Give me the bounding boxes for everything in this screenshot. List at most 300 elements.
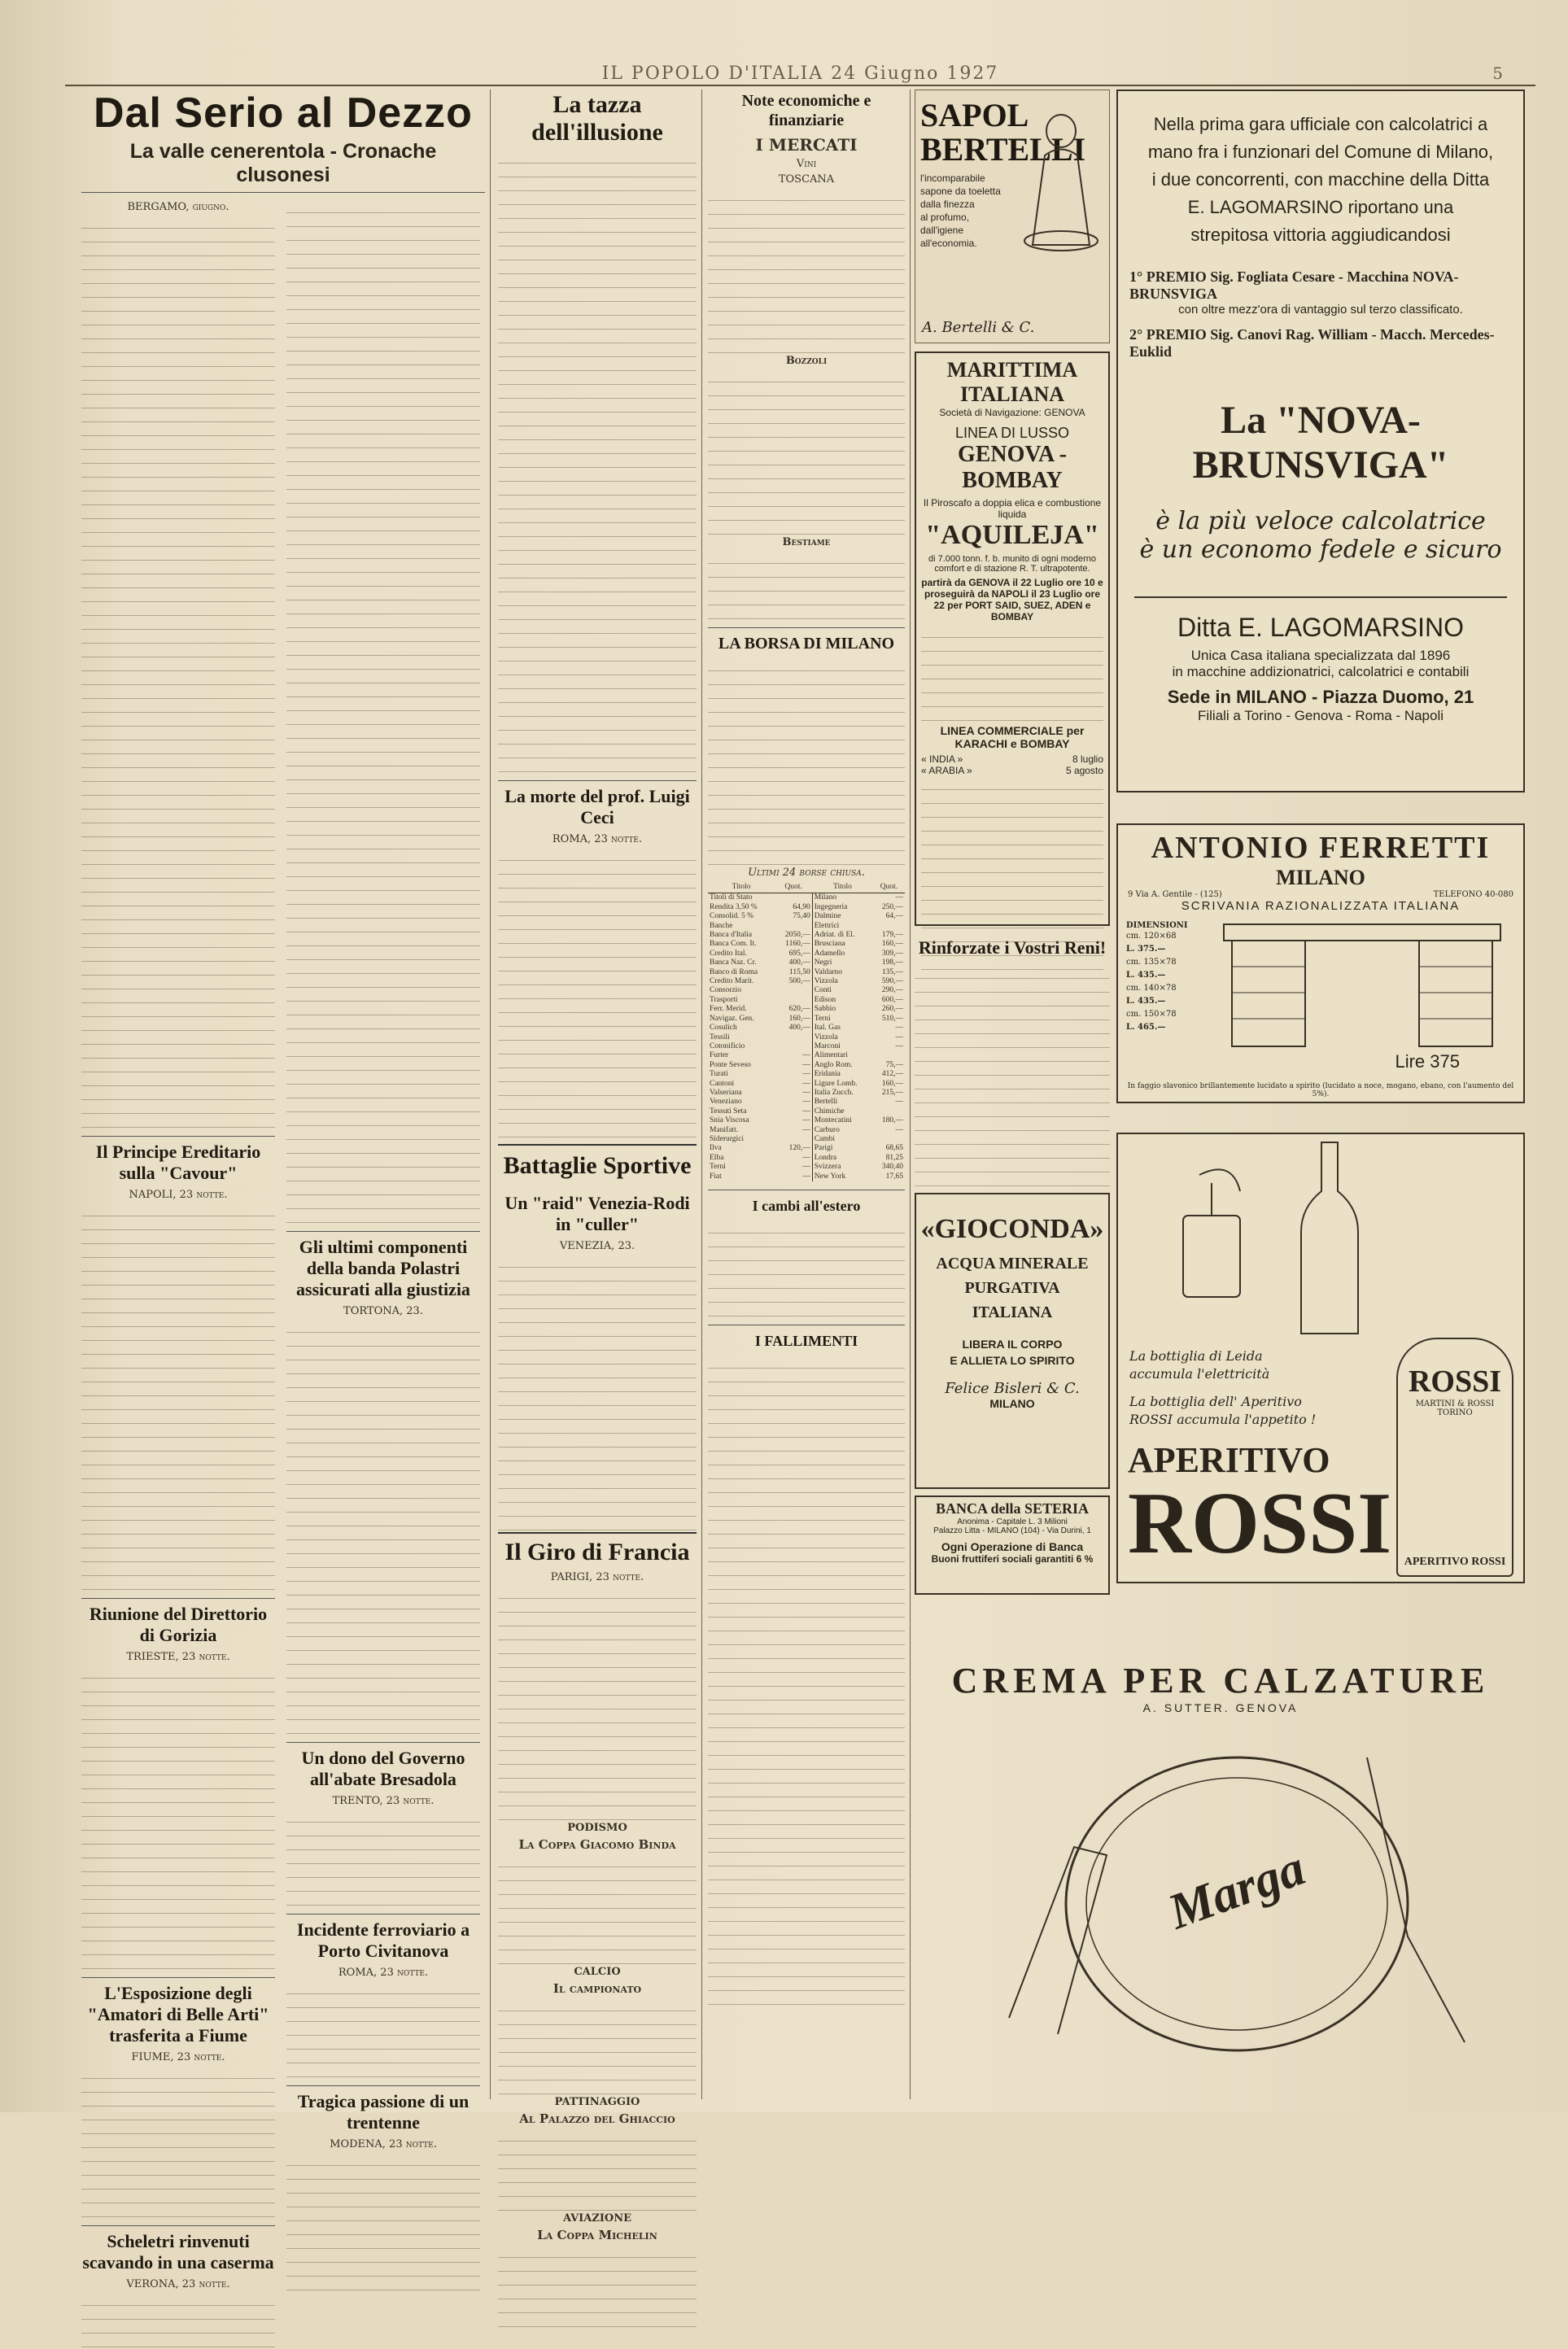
table-row: [708, 940, 905, 949]
ad-line-2: accumula l'elettricità: [1129, 1366, 1270, 1382]
ad-prize-1b: con oltre mezz'ora di vantaggio sul terzo classificato.: [1178, 303, 1463, 317]
ad-body: [921, 626, 1103, 721]
table-cell: 600,—: [881, 995, 903, 1004]
dateline: MODENA, 23 notte.: [330, 2138, 437, 2150]
table-cell: Svizzera: [814, 1163, 841, 1172]
table-cell: 64,90: [775, 903, 812, 912]
table-cell: Credito Ital.: [710, 949, 747, 958]
table-cell: [775, 986, 812, 995]
table-cell: 75,—: [885, 1060, 903, 1069]
ad-lines: [916, 1251, 1108, 1325]
table-cell: Marconi: [814, 1041, 841, 1050]
table-cell: [775, 1135, 812, 1144]
table-cell: 510,—: [881, 1014, 903, 1023]
ad-word-1: APERITIVO: [1128, 1440, 1330, 1480]
dimension-price: L. 435.—: [1126, 971, 1166, 980]
ad-copy: [1129, 1347, 1374, 1429]
ad-sapol-bertelli: [915, 90, 1110, 343]
table-cell: Valseriana: [710, 1088, 742, 1097]
table-cell: 135,—: [881, 967, 903, 976]
article-body: [708, 552, 905, 619]
table-cell: 160,—: [881, 940, 903, 949]
table-cell: Valdarno: [814, 967, 842, 976]
table-row: [708, 1116, 905, 1125]
table-cell: Banca d'Italia: [710, 931, 753, 940]
ad-line: ITALIANA: [972, 1303, 1053, 1321]
table-cell: Edison: [814, 995, 836, 1004]
subhead-raid: Un "raid" Venezia-Rodi in "culler": [504, 1193, 690, 1234]
ad-title: CREMA PER CALZATURE: [951, 1661, 1490, 1701]
table-cell: Carburo: [814, 1125, 840, 1134]
ad-dims-title: DIMENSIONI: [1126, 921, 1188, 930]
dateline: VERONA, 23 notte.: [126, 2278, 230, 2290]
table-cell: 590,—: [881, 977, 903, 986]
ad-route: GENOVA - BOMBAY: [957, 442, 1068, 493]
table-cell: [775, 893, 812, 903]
section-calcio: CALCIO: [574, 1966, 621, 1978]
bottle-label: ROSSI: [1408, 1364, 1502, 1399]
section-vini: Vini: [796, 158, 817, 170]
dimension-row: [1126, 1008, 1208, 1034]
table-cell: Snia Viscosa: [710, 1116, 749, 1125]
table-cell: Ital. Gas: [814, 1024, 841, 1033]
ad-line: PURGATIVA: [964, 1279, 1060, 1297]
table-header-cell: Titolo: [812, 882, 873, 893]
section-mercati: I MERCATI: [755, 135, 858, 155]
ad-prize-2: 2° PREMIO Sig. Canovi Rag. William - Macch. Mercedes-Euklid: [1129, 326, 1495, 360]
article-body: [915, 967, 1110, 1186]
column-rule: [910, 90, 911, 2099]
article-body: [498, 1255, 697, 1530]
article-body: [498, 849, 697, 1137]
article-body: [81, 2067, 275, 2217]
table-cell: 309,—: [881, 949, 903, 958]
table-cell: [873, 1135, 905, 1144]
table-row: [708, 977, 905, 986]
dateline: PARIGI, 23 notte.: [550, 1571, 644, 1583]
ad-ops: Ogni Operazione di Banca: [941, 1540, 1084, 1553]
bottle-sub: MARTINI & ROSSI: [1415, 1399, 1495, 1408]
ad-ferretti: [1116, 823, 1525, 1103]
article-body: [708, 659, 905, 865]
table-header-cell: Quot.: [873, 882, 905, 893]
ad-lagomarsino: [1116, 90, 1525, 792]
table-cell: Credito Marit.: [710, 977, 754, 986]
ad-line-1: La bottiglia di Leida: [1129, 1348, 1263, 1364]
table-cell: Tessuti Seta: [710, 1107, 747, 1116]
ad-marga: [911, 1660, 1530, 2067]
ad-dates: partirà da GENOVA il 22 Luglio ore 10 e proseguirà da NAPOLI il 23 Luglio ore 22 per PORT SAID, SUEZ, ADEN e BOMBAY: [921, 577, 1103, 622]
dateline: TRENTO, 23 notte.: [332, 1795, 435, 1807]
table-cell: Ponte Seveso: [710, 1060, 751, 1069]
table-row: [708, 1107, 905, 1116]
ad-dims-list: [1126, 930, 1208, 1034]
ad-line: ACQUA MINERALE: [936, 1255, 1089, 1273]
table-row: [708, 922, 905, 931]
headline-cambi: I cambi all'estero: [708, 1190, 905, 1216]
table-cell: 620,—: [775, 1005, 812, 1014]
dimension-row: [1126, 930, 1208, 956]
table-cell: —: [775, 1154, 812, 1163]
ship-name: « ARABIA »: [921, 765, 972, 776]
article-body: [708, 370, 905, 535]
section-podismo: PODISMO: [567, 1822, 627, 1834]
ad-line: LINEA DI LUSSO: [954, 425, 1070, 441]
borsa-caption: Ultimi 24 borse chiusa.: [748, 867, 865, 879]
table-row: [708, 1051, 905, 1060]
ad-footer: In faggio slavonico brillantemente lucidato a spirito (lucidato a noce, mogano, ebano, con l'aumento del 5%).: [1127, 1082, 1514, 1098]
ad-title: BANCA della SETERIA: [935, 1500, 1090, 1517]
article-body: [81, 1204, 275, 1590]
table-cell: Banche: [710, 921, 733, 930]
table-row: [708, 1126, 905, 1135]
subhead-coppa-michelin: La Coppa Michelin: [537, 2228, 657, 2242]
table-cell: Eridania: [814, 1070, 841, 1079]
article-body: [708, 189, 905, 353]
table-cell: Banco di Roma: [710, 967, 758, 976]
table-row: [708, 903, 905, 912]
ad-ships: [921, 753, 1103, 776]
ad-tagline: SCRIVANIA RAZIONALIZZATA ITALIANA: [1181, 899, 1461, 913]
table-header-row: [708, 882, 905, 893]
dimension-row: [1126, 982, 1208, 1008]
ad-d3: Sede in MILANO - Piazza Duomo, 21: [1167, 687, 1474, 707]
table-cell: —: [775, 1089, 812, 1098]
table-cell: Consorzio: [710, 986, 742, 995]
ad-dims: [1126, 921, 1208, 1034]
article-body: [498, 1855, 697, 1964]
table-cell: Londra: [814, 1153, 837, 1162]
table-cell: 340,40: [881, 1163, 903, 1172]
ad-slogan: [916, 1336, 1108, 1369]
article-body: [498, 2129, 697, 2211]
table-row: [708, 950, 905, 958]
ship-date: 8 luglio: [1072, 753, 1103, 765]
table-cell: Fiat: [710, 1172, 722, 1181]
ad-rossi: [1116, 1133, 1525, 1583]
table-row: [708, 1163, 905, 1172]
table-cell: —: [775, 1061, 812, 1070]
table-cell: —: [895, 1098, 903, 1107]
table-cell: Banca Naz. Cr.: [710, 958, 757, 967]
table-cell: Siderurgici: [710, 1134, 745, 1143]
article-body: [708, 1356, 905, 2005]
table-row: [708, 1033, 905, 1042]
table-cell: Veneziano: [710, 1098, 742, 1107]
table-cell: Trasporti: [710, 995, 738, 1004]
table-cell: —: [775, 1163, 812, 1172]
column-finance: [708, 90, 905, 2099]
col1-right: [286, 199, 480, 2349]
dimension-size: cm. 140×78: [1126, 984, 1177, 993]
table-cell: Brusciana: [814, 940, 845, 949]
ad-word-2: ROSSI: [1128, 1475, 1392, 1572]
leyden-jar-illustration: [1167, 1167, 1256, 1305]
table-cell: Negri: [814, 958, 832, 967]
ad-phone: TELEFONO 40-080: [1433, 890, 1513, 899]
table-cell: Terni: [814, 1014, 831, 1023]
table-cell: Ilva: [710, 1144, 722, 1153]
table-cell: Sabbio: [814, 1005, 836, 1014]
table-cell: 215,—: [881, 1088, 903, 1097]
dateline: TORTONA, 23.: [343, 1305, 423, 1317]
page-number: 5: [1492, 63, 1503, 83]
table-cell: Cantoni: [710, 1079, 735, 1088]
table-row: [708, 1089, 905, 1098]
table-row: [708, 1135, 905, 1144]
rossi-bottle: [1396, 1338, 1513, 1577]
headline-morte-ceci: La morte del prof. Luigi Ceci: [498, 780, 697, 828]
table-cell: 400,—: [775, 1024, 812, 1033]
table-cell: 68,65: [885, 1144, 903, 1153]
dateline: NAPOLI, 23 notte.: [129, 1189, 228, 1201]
table-row: [708, 1172, 905, 1181]
ad-line: dall'igiene: [920, 225, 963, 236]
ad-brand: Marga: [1161, 1840, 1312, 1941]
article-body: [286, 1321, 480, 1734]
masthead: [65, 63, 1535, 86]
dimension-row: [1126, 956, 1208, 982]
dimension-size: cm. 120×68: [1126, 932, 1177, 941]
article-body: [286, 1810, 480, 1906]
table-row: [708, 1144, 905, 1153]
ship-row: [921, 753, 1103, 765]
ad-detail: di 7.000 tonn. f. b. munito di ogni moderno comfort e di stazione R. T. ultrapotente.: [928, 554, 1097, 574]
article-body: [286, 2154, 480, 2290]
ad-bonds: Buoni fruttiferi sociali garantiti 6 %: [931, 1553, 1094, 1565]
table-cell: 179,—: [881, 931, 903, 940]
ad-line: al profumo,: [920, 212, 970, 223]
table-cell: Ingegneria: [814, 902, 848, 911]
headline-note-economiche: Note economiche e finanziarie: [741, 92, 871, 129]
table-cell: —: [775, 1107, 812, 1116]
table-row: [708, 1070, 905, 1079]
headline-bresadola: Un dono del Governo all'abate Bresadola: [286, 1742, 480, 1790]
table-row: [708, 996, 905, 1005]
table-cell: [775, 1033, 812, 1042]
table-cell: New York: [814, 1172, 846, 1181]
ad-subtitle: Società di Navigazione: GENOVA: [939, 407, 1085, 418]
headline-tazza: La tazza dell'illusione: [531, 91, 663, 146]
ad-ship-name: "AQUILEJA": [925, 520, 1099, 550]
table-cell: —: [895, 1041, 903, 1050]
article-body: [708, 1221, 905, 1316]
table-cell: [873, 1051, 905, 1060]
woman-figure-illustration: [1016, 107, 1106, 253]
table-row: [708, 1080, 905, 1089]
ad-body: [921, 778, 1103, 970]
subhead-palazzo-ghiaccio: Al Palazzo del Ghiaccio: [519, 2111, 675, 2126]
table-cell: 400,—: [775, 958, 812, 967]
table-cell: Ligure Lomb.: [814, 1079, 858, 1088]
table-cell: Milano: [814, 893, 837, 902]
table-cell: Elba: [710, 1153, 724, 1162]
table-cell: Vizzola: [814, 1033, 838, 1041]
table-cell: Vizzola: [814, 977, 838, 986]
table-cell: —: [775, 1051, 812, 1060]
table-cell: Adriat. di El.: [814, 931, 855, 940]
table-cell: 17,65: [885, 1172, 903, 1181]
ad-ship-prefix: Il Piroscafo a doppia elica e combustione liquida: [923, 497, 1102, 520]
article-body: [498, 151, 697, 772]
table-cell: Cosulich: [710, 1024, 737, 1033]
table-row: [708, 1015, 905, 1024]
column-1: [81, 90, 485, 2290]
ship-date: 5 agosto: [1065, 765, 1103, 776]
table-row: [708, 912, 905, 921]
table-cell: Tessili: [710, 1033, 730, 1041]
borsa-table: [708, 882, 905, 1181]
table-cell: 120,—: [775, 1144, 812, 1153]
table-cell: Italia Zucch.: [814, 1088, 854, 1097]
dateline: BERGAMO, giugno.: [127, 201, 229, 213]
table-cell: —: [775, 1080, 812, 1089]
dimension-price: L. 435.—: [1126, 997, 1166, 1006]
table-cell: Turati: [710, 1070, 728, 1079]
article-body: [81, 216, 275, 1128]
column-2: [498, 90, 697, 2242]
table-cell: 695,—: [775, 950, 812, 958]
article-body: [498, 1999, 697, 2094]
ad-ditta: Ditta E. LAGOMARSINO: [1177, 613, 1465, 642]
headline-banda-polastri: Gli ultimi componenti della banda Polastri assicurati alla giustizia: [286, 1231, 480, 1300]
ad-brand: SAPOL BERTELLI: [920, 97, 1086, 168]
ad-title: MARITTIMA ITALIANA: [946, 358, 1078, 406]
table-cell: —: [775, 1098, 812, 1107]
dimension-size: cm. 150×78: [1126, 1010, 1177, 1019]
ad-line-3: La bottiglia dell' Aperitivo: [1129, 1394, 1302, 1409]
ad-d4: Filiali a Torino - Genova - Roma - Napoli: [1197, 708, 1444, 723]
table-cell: 64,—: [885, 912, 903, 921]
table-row: [708, 958, 905, 967]
table-cell: —: [775, 1126, 812, 1135]
ship-name: « INDIA »: [921, 753, 963, 765]
ad-line-4: ROSSI accumula l'appetito !: [1129, 1412, 1317, 1427]
ad-brand: ANTONIO FERRETTI: [1151, 831, 1491, 865]
table-cell: Dalmine: [814, 912, 841, 921]
desk-illustration: [1216, 916, 1509, 1054]
ad-banca-seteria: [915, 1495, 1110, 1595]
headline-esposizione: L'Esposizione degli "Amatori di Belle Arti" trasferita a Fiume: [81, 1977, 275, 2046]
table-cell: Parigi: [814, 1144, 833, 1153]
table-cell: 290,—: [881, 986, 903, 995]
table-row: [708, 1061, 905, 1070]
table-cell: [775, 1042, 812, 1051]
article-body: [498, 1587, 697, 1820]
table-body: [708, 893, 905, 1181]
headline-reni: Rinforzate i Vostri Reni!: [918, 937, 1107, 958]
subhead-campionato: Il campionato: [553, 1981, 642, 1996]
ad-marittima: [915, 351, 1110, 926]
ad-ditta-block: [1134, 596, 1507, 724]
table-cell: [775, 922, 812, 931]
table-cell: Chimiche: [814, 1107, 845, 1116]
headline-borsa: LA BORSA DI MILANO: [708, 627, 905, 654]
ad-brand: «GIOCONDA»: [920, 1214, 1104, 1244]
table-row: [708, 893, 905, 903]
table-cell: 160,—: [881, 1079, 903, 1088]
table-cell: 115,50: [775, 968, 812, 977]
ad-city: MILANO: [1276, 866, 1365, 889]
ad-price: Lire 375: [1395, 1051, 1460, 1072]
table-cell: Anglo Rom.: [814, 1060, 853, 1069]
article-body: [286, 1982, 480, 2077]
table-cell: Bertelli: [814, 1098, 838, 1107]
table-cell: —: [775, 1070, 812, 1079]
ad-contact: [1118, 890, 1523, 899]
ad-subtitle: A. SUTTER. GENOVA: [1142, 1701, 1299, 1714]
dateline: ROMA, 23 notte.: [338, 1967, 429, 1979]
table-row: [708, 931, 905, 940]
ad-slogan-line: LIBERA IL CORPO: [962, 1338, 1063, 1351]
table-cell: 2050,—: [775, 931, 812, 940]
ad-slogan-2: è un economo fedele e sicuro: [1139, 535, 1502, 564]
column-rule: [701, 90, 702, 2099]
headline-tragica: Tragica passione di un trentenne: [286, 2085, 480, 2133]
ad-prize-1: 1° PREMIO Sig. Fogliata Cesare - Macchina NOVA-BRUNSVIGA: [1129, 269, 1459, 302]
bottle-city: TORINO: [1437, 1408, 1473, 1417]
ad-signature: Felice Bisleri & C.: [945, 1380, 1080, 1397]
ad-d1: Unica Casa italiana specializzata dal 1896: [1190, 648, 1451, 663]
table-cell: Adamello: [814, 949, 845, 958]
headline-battaglie-sportive: Battaglie Sportive: [498, 1144, 697, 1180]
dimension-price: L. 375.—: [1126, 945, 1166, 954]
table-cell: —: [895, 893, 903, 902]
masthead-title: IL POPOLO D'ITALIA 24 Giugno 1927: [601, 63, 999, 84]
table-row: [708, 986, 905, 995]
table-cell: [775, 996, 812, 1005]
table-cell: Elettrici: [814, 921, 840, 930]
table-cell: 75,40: [775, 912, 812, 921]
col1-left: [81, 199, 275, 2349]
table-cell: —: [895, 1125, 903, 1134]
table-cell: Cotonificio: [710, 1041, 745, 1050]
table-cell: Banca Com. It.: [710, 940, 757, 949]
dimension-size: cm. 135×78: [1126, 958, 1177, 967]
ad-line: dalla finezza: [920, 199, 975, 210]
ad-address: 9 Via A. Gentile - (125): [1128, 890, 1222, 899]
table-cell: Conti: [814, 986, 832, 995]
table-row: [708, 968, 905, 977]
headline-scheletri: Scheletri rinvenuti scavando in una caserma: [81, 2225, 275, 2273]
column-rule: [490, 90, 491, 2099]
ad-d2: in macchine addizionatrici, calcolatrici e contabili: [1172, 664, 1470, 679]
bottle-illustration: [1297, 1142, 1362, 1338]
table-cell: 250,—: [881, 902, 903, 911]
headline-fallimenti: I FALLIMENTI: [708, 1325, 905, 1351]
section-aviazione: AVIAZIONE: [562, 2212, 632, 2225]
table-cell: 160,—: [775, 1015, 812, 1024]
table-cell: —: [895, 1024, 903, 1033]
ad-line: l'incomparabile: [920, 172, 985, 184]
table-cell: —: [775, 1116, 812, 1125]
headline-dal-serio: Dal Serio al Dezzo: [94, 90, 473, 137]
table-cell: Terni: [710, 1163, 726, 1172]
section-bestiame: Bestiame: [782, 536, 831, 548]
ad-intro: Nella prima gara ufficiale con calcolatrici a mano fra i funzionari del Comune di Milano, i due concorrenti, con macchine della Ditta E. LAGOMARSINO riportano una strepitosa vittoria aggiudicandosi: [1147, 114, 1494, 245]
dateline: FIUME, 23 notte.: [131, 2051, 225, 2063]
table-row: [708, 1042, 905, 1051]
table-cell: Navigaz. Gen.: [710, 1014, 754, 1023]
table-cell: [873, 922, 905, 931]
table-cell: Montecatini: [814, 1116, 852, 1125]
table-cell: Furter: [710, 1051, 729, 1060]
table-cell: 81,25: [885, 1153, 903, 1162]
ad-line: all'economia.: [920, 238, 977, 249]
table-cell: Alimentari: [814, 1051, 848, 1060]
headline-gorizia: Riunione del Direttorio di Gorizia: [81, 1598, 275, 1646]
table-cell: —: [895, 1033, 903, 1041]
